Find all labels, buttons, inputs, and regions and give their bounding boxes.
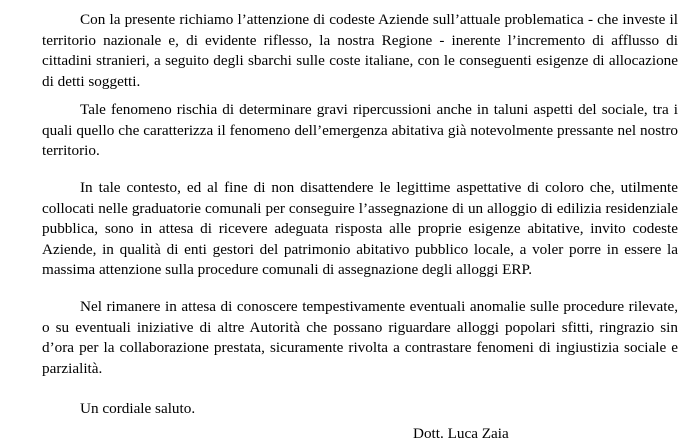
closing-salutation: Un cordiale saluto. — [80, 400, 196, 417]
letter-paragraph-2: Tale fenomeno rischia di determinare gravi ripercussioni anche in taluni aspetti del sociale, tra i quali quello che caratterizza il fenomeno dell’emergenza abitativa già notevolmente pressante nel nostro territorio. — [42, 101, 678, 159]
letter-paragraph-1: Con la presente richiamo l’attenzione di codeste Aziende sull’attuale problematica - che investe il territorio nazionale e, di evidente riflesso, la nostra Regione - inerente l’incremento di afflusso di cittadini stranieri, a seguito degli sbarchi sulle coste italiane, con le conseguenti esigenze di allocazione di detti soggetti. — [42, 11, 678, 90]
letter-paragraph-3: In tale contesto, ed al fine di non disattendere le legittime aspettative di coloro che, utilmente collocati nelle graduatorie comunali per conseguire l’assegnazione di un alloggio di edilizia residenziale pubblica, sono in attesa di ricevere adeguata risposta alle proprie esigenze abitative, invito codeste Aziende, in qualità di enti gestori del patrimonio abitativo pubblico locale, a voler porre in essere la massima attenzione sulla procedure comunali di assegnazione degli alloggi ERP. — [42, 179, 678, 278]
signature-name: Dott. Luca Zaia — [413, 425, 509, 442]
letter-paragraph-4: Nel rimanere in attesa di conoscere tempestivamente eventuali anomalie sulle procedure rilevate, o su eventuali iniziative di altre Autorità che possano riguardare alloggi popolari sfitti, ringrazio sin d’ora per la collaborazione prestata, sicuramente rivolta a contrastare fenomeni di ingiustizia sociale e parzialità. — [42, 298, 678, 377]
